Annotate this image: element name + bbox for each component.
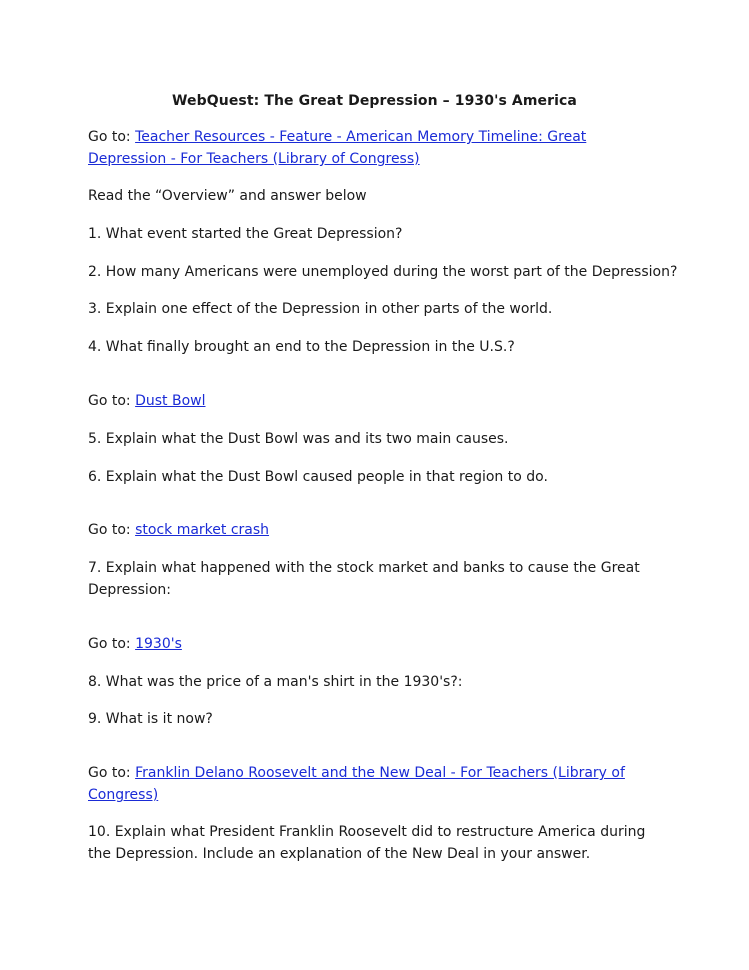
goto-label: Go to: — [88, 393, 131, 409]
question-10-cont: the Depression. Include an explanation of the New Deal in your answer. — [88, 846, 591, 862]
goto-line-5 — [88, 762, 688, 784]
question-8: 8. What was the price of a man's shirt in the 1930's?: — [88, 674, 463, 690]
goto-line-1-cont — [88, 148, 688, 170]
goto-label: Go to: — [88, 636, 131, 652]
teacher-resources-link-cont[interactable]: Depression - For Teachers (Library of Congress) — [88, 151, 420, 167]
goto-line-2 — [88, 390, 688, 412]
goto-line-5-cont — [88, 784, 688, 806]
question-3: 3. Explain one effect of the Depression in other parts of the world. — [88, 301, 553, 317]
goto-label: Go to: — [88, 129, 131, 145]
question-5: 5. Explain what the Dust Bowl was and its two main causes. — [88, 431, 509, 447]
goto-line-4 — [88, 633, 688, 655]
goto-label: Go to: — [88, 765, 131, 781]
goto-label: Go to: — [88, 522, 131, 538]
question-7-cont: Depression: — [88, 582, 171, 598]
fdr-new-deal-link-cont[interactable]: Congress) — [88, 787, 159, 803]
teacher-resources-link[interactable]: Teacher Resources - Feature - American Memory Timeline: Great — [135, 129, 587, 145]
1930s-link[interactable]: 1930's — [135, 636, 182, 652]
question-1: 1. What event started the Great Depression? — [88, 226, 403, 242]
question-7: 7. Explain what happened with the stock market and banks to cause the Great — [88, 560, 640, 576]
intro-text: Read the “Overview” and answer below — [88, 188, 367, 204]
fdr-new-deal-link[interactable]: Franklin Delano Roosevelt and the New Deal - For Teachers (Library of — [135, 765, 625, 781]
question-6: 6. Explain what the Dust Bowl caused people in that region to do. — [88, 469, 548, 485]
stock-market-crash-link[interactable]: stock market crash — [135, 522, 270, 538]
goto-line-3 — [88, 519, 688, 541]
question-4: 4. What finally brought an end to the Depression in the U.S.? — [88, 339, 515, 355]
page-title: WebQuest: The Great Depression – 1930's America — [172, 93, 577, 109]
question-2: 2. How many Americans were unemployed during the worst part of the Depression? — [88, 264, 678, 280]
goto-line-1 — [88, 126, 688, 148]
question-9: 9. What is it now? — [88, 711, 213, 727]
question-10: 10. Explain what President Franklin Roosevelt did to restructure America during — [88, 824, 646, 840]
dust-bowl-link[interactable]: Dust Bowl — [135, 393, 206, 409]
